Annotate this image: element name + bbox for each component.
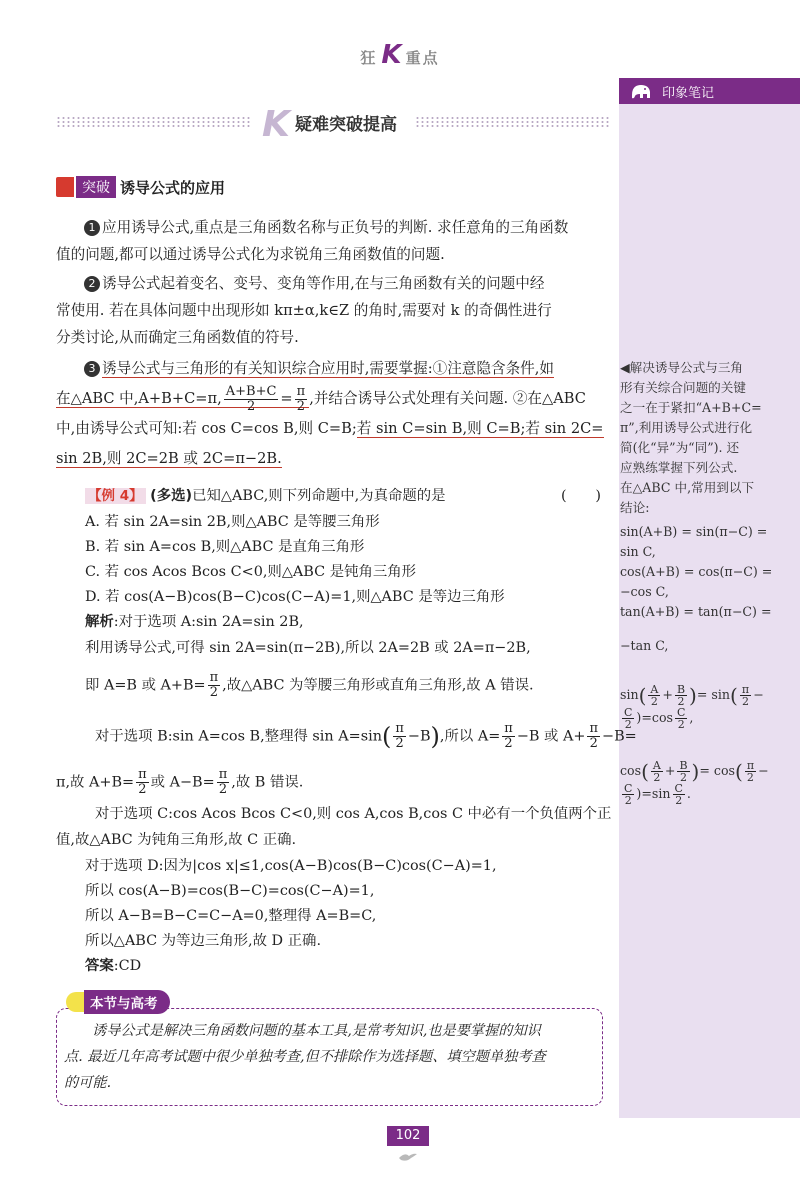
point-text: 中,由诱导公式可知:若 cos C=cos B,则 C=B; [56,420,357,437]
elephant-icon [629,81,653,101]
solution-a-1: 解析:对于选项 A:sin 2A=sin 2B, [85,614,304,630]
solution-c-2: 值,故△ABC 为钝角三角形,故 C 正确. [56,832,297,848]
side-formula-cos: cos( $\frac{A}{2}$ + $\frac{B}{2}$ )= cos( $\frac{\pi}{2}$ − $\frac{C}{2}$ )=sin $\frac{C}{2}$ . [620,759,769,807]
number-badge: 2 [84,276,100,292]
solution-a-3: 即 A=B 或 A+B= $\frac{\pi}{2}$ ,故△ABC 为等腰三角形或直角三角形,故 A 错误. [85,670,534,700]
solution-b-1: 对于选项 B:sin A=cos B,整理得 sin A=sin( $\frac{\pi}{2}$ −B),所以 A= $\frac{\pi}{2}$ −B 或 A+ $\frac{\pi}{2}$ −B= [95,721,637,751]
example-tag: 【例 4】 [85,488,146,504]
topic-heading [56,176,225,198]
bird-icon [397,1150,419,1164]
section-title-text: 疑难突破提高 [295,115,397,135]
option-b: B. 若 sin A=cos B,则△ABC 是直角三角形 [85,539,365,555]
answer-value: :CD [113,958,142,974]
side-formula-sin: sin( $\frac{A}{2}$ + $\frac{B}{2}$ )= sin( $\frac{\pi}{2}$ − $\frac{C}{2}$ )=cos $\frac{C}{2}$ , [620,683,764,731]
point-text: 若 sin C=sin B,则 C=B;若 sin 2C= [356,420,604,437]
fraction: $\frac{\pi}{2}$ [138,767,147,797]
point-text: 值的问题,都可以通过诱导公式化为求锐角三角函数值的问题. [56,246,445,263]
fraction: $\frac{\pi}{2}$ [218,767,228,797]
section-letter: K [262,104,290,145]
solution-d-4: 所以△ABC 为等边三角形,故 D 正确. [85,933,322,949]
topic-title: 诱导公式的应用 [120,178,226,197]
option-a: A. 若 sin 2A=sin 2B,则△ABC 是等腰三角形 [85,514,380,530]
multi-choice-label: (多选) [150,488,193,504]
fraction: $\frac{\pi}{2}$ [209,670,219,700]
answer-label: 答案 [85,958,114,974]
option-d: D. 若 cos(A−B)cos(B−C)cos(C−A)=1,则△ABC 是等边三角形 [85,589,505,605]
point-text: sin 2B,则 2C=2B 或 2C=π−2B. [56,450,282,467]
point-text: 分类讨论,从而确定三角函数值的符号. [56,329,299,346]
solution-b-2: π,故 A+B= $\frac{\pi}{2}$ 或 A−B= $\frac{\pi}{2}$ ,故 B 错误. [56,767,304,797]
point-text: 应用诱导公式,重点是三角函数名称与正负号的判断. 求任意角的三角函数 [102,219,569,236]
title-dots-right [415,116,610,128]
point-1 [56,214,614,268]
title-dots-left [56,116,251,128]
solution-d-2: 所以 cos(A−B)=cos(B−C)=cos(C−A)=1, [85,883,375,899]
solution-d-3: 所以 A−B=B−C=C−A=0,整理得 A=B=C, [85,908,377,924]
exam-text: 诱导公式是解决三角函数问题的基本工具,是常考知识,也是要掌握的知识 点. 最近几年高考试题中很少单独考查,但不排除作为选择题、填空题单独考查 的可能. [64,1023,546,1091]
brand-k: K [381,40,402,70]
fraction: $\frac{\pi}{2}$ [504,721,513,751]
brand-header [0,40,800,70]
fraction: $\frac{\pi}{2}$ [589,721,599,751]
option-c: C. 若 cos Acos Bcos C<0,则△ABC 是钝角三角形 [85,564,417,580]
point-2 [56,270,614,351]
fraction: $\frac{\pi}{2}$ [395,721,404,751]
point-text: 常使用. 若在具体问题中出现形如 kπ±α,k∈Z 的角时,需要对 k 的奇偶性进行 [56,302,552,319]
section-title [262,104,397,145]
brand-right: 重点 [405,49,440,67]
solution-c-1: 对于选项 C:cos Acos Bcos C<0,则 cos A,cos B,cos C 中必有一个负值两个正 [95,806,612,822]
point-text: ,并结合诱导公式处理有关问题. ②在△ABC [309,390,586,407]
topic-tag: 突破 [76,176,116,198]
side-note: ◀解决诱导公式与三角 形有关综合问题的关键 之一在于紧扣“A+B+C= π”,利用诱导公式进行化 简(化“异”为“同”). 还 应熟练掌握下列公式. 在△ABC 中,常用到以下 结论: sin(A+B) = sin(π−C) = sin C, cos(A+B) = cos(π−C) = −cos C, tan(A+B) = tan(π−C) = −tan C, [620,360,773,653]
notes-sidebar-title: 印象笔记 [662,86,715,101]
point-text: 诱导公式与三角形的有关知识综合应用时,需要掌握:①注意隐含条件,如 [102,360,555,377]
fraction: $\frac{\pi}{2}$ [296,383,306,414]
analysis-label: 解析 [85,614,114,630]
exam-title: 本节与高考 [84,990,170,1014]
answer-blank: ( ) [561,488,602,504]
point-text: 在△ABC 中,A+B+C=π, [56,390,222,407]
example-question: 已知△ABC,则下列命题中,为真命题的是 [192,488,446,504]
notes-sidebar-header [619,78,800,104]
number-badge: 3 [84,361,100,377]
point-3: 3 诱导公式与三角形的有关知识综合应用时,需要掌握:①注意隐含条件,如 在△ABC 中,A+B+C=π, $\frac{A+B+C}{2}$ = $\frac{\pi}{2}$ ,并结合诱导公式处理有关问题. ②在△ABC 中,由诱导公式可知:若 cos C=cos B,则 C=B;若 sin C=sin B,则 C=B;若 sin 2C= sin 2B,则 2C=2B 或 2C=π−2B. [56,360,604,467]
number-badge: 1 [84,220,100,236]
point-text: 诱导公式起着变名、变号、变角等作用,在与三角函数有关的问题中经 [102,275,545,292]
fraction: $\frac{A+B+C}{2}$ [225,383,277,414]
exam-heading [66,990,170,1014]
page-number: 102 [387,1126,429,1146]
solution-a-2: 利用诱导公式,可得 sin 2A=sin(π−2B),所以 2A=2B 或 2A=π−2B, [85,640,531,656]
example-stem [85,486,615,506]
brand-left: 狂 [360,49,378,67]
book-icon [56,177,74,197]
answer-line [85,956,615,976]
solution-d-1: 对于选项 D:因为|cos x|≤1,cos(A−B)cos(B−C)cos(C−A)=1, [85,858,497,874]
